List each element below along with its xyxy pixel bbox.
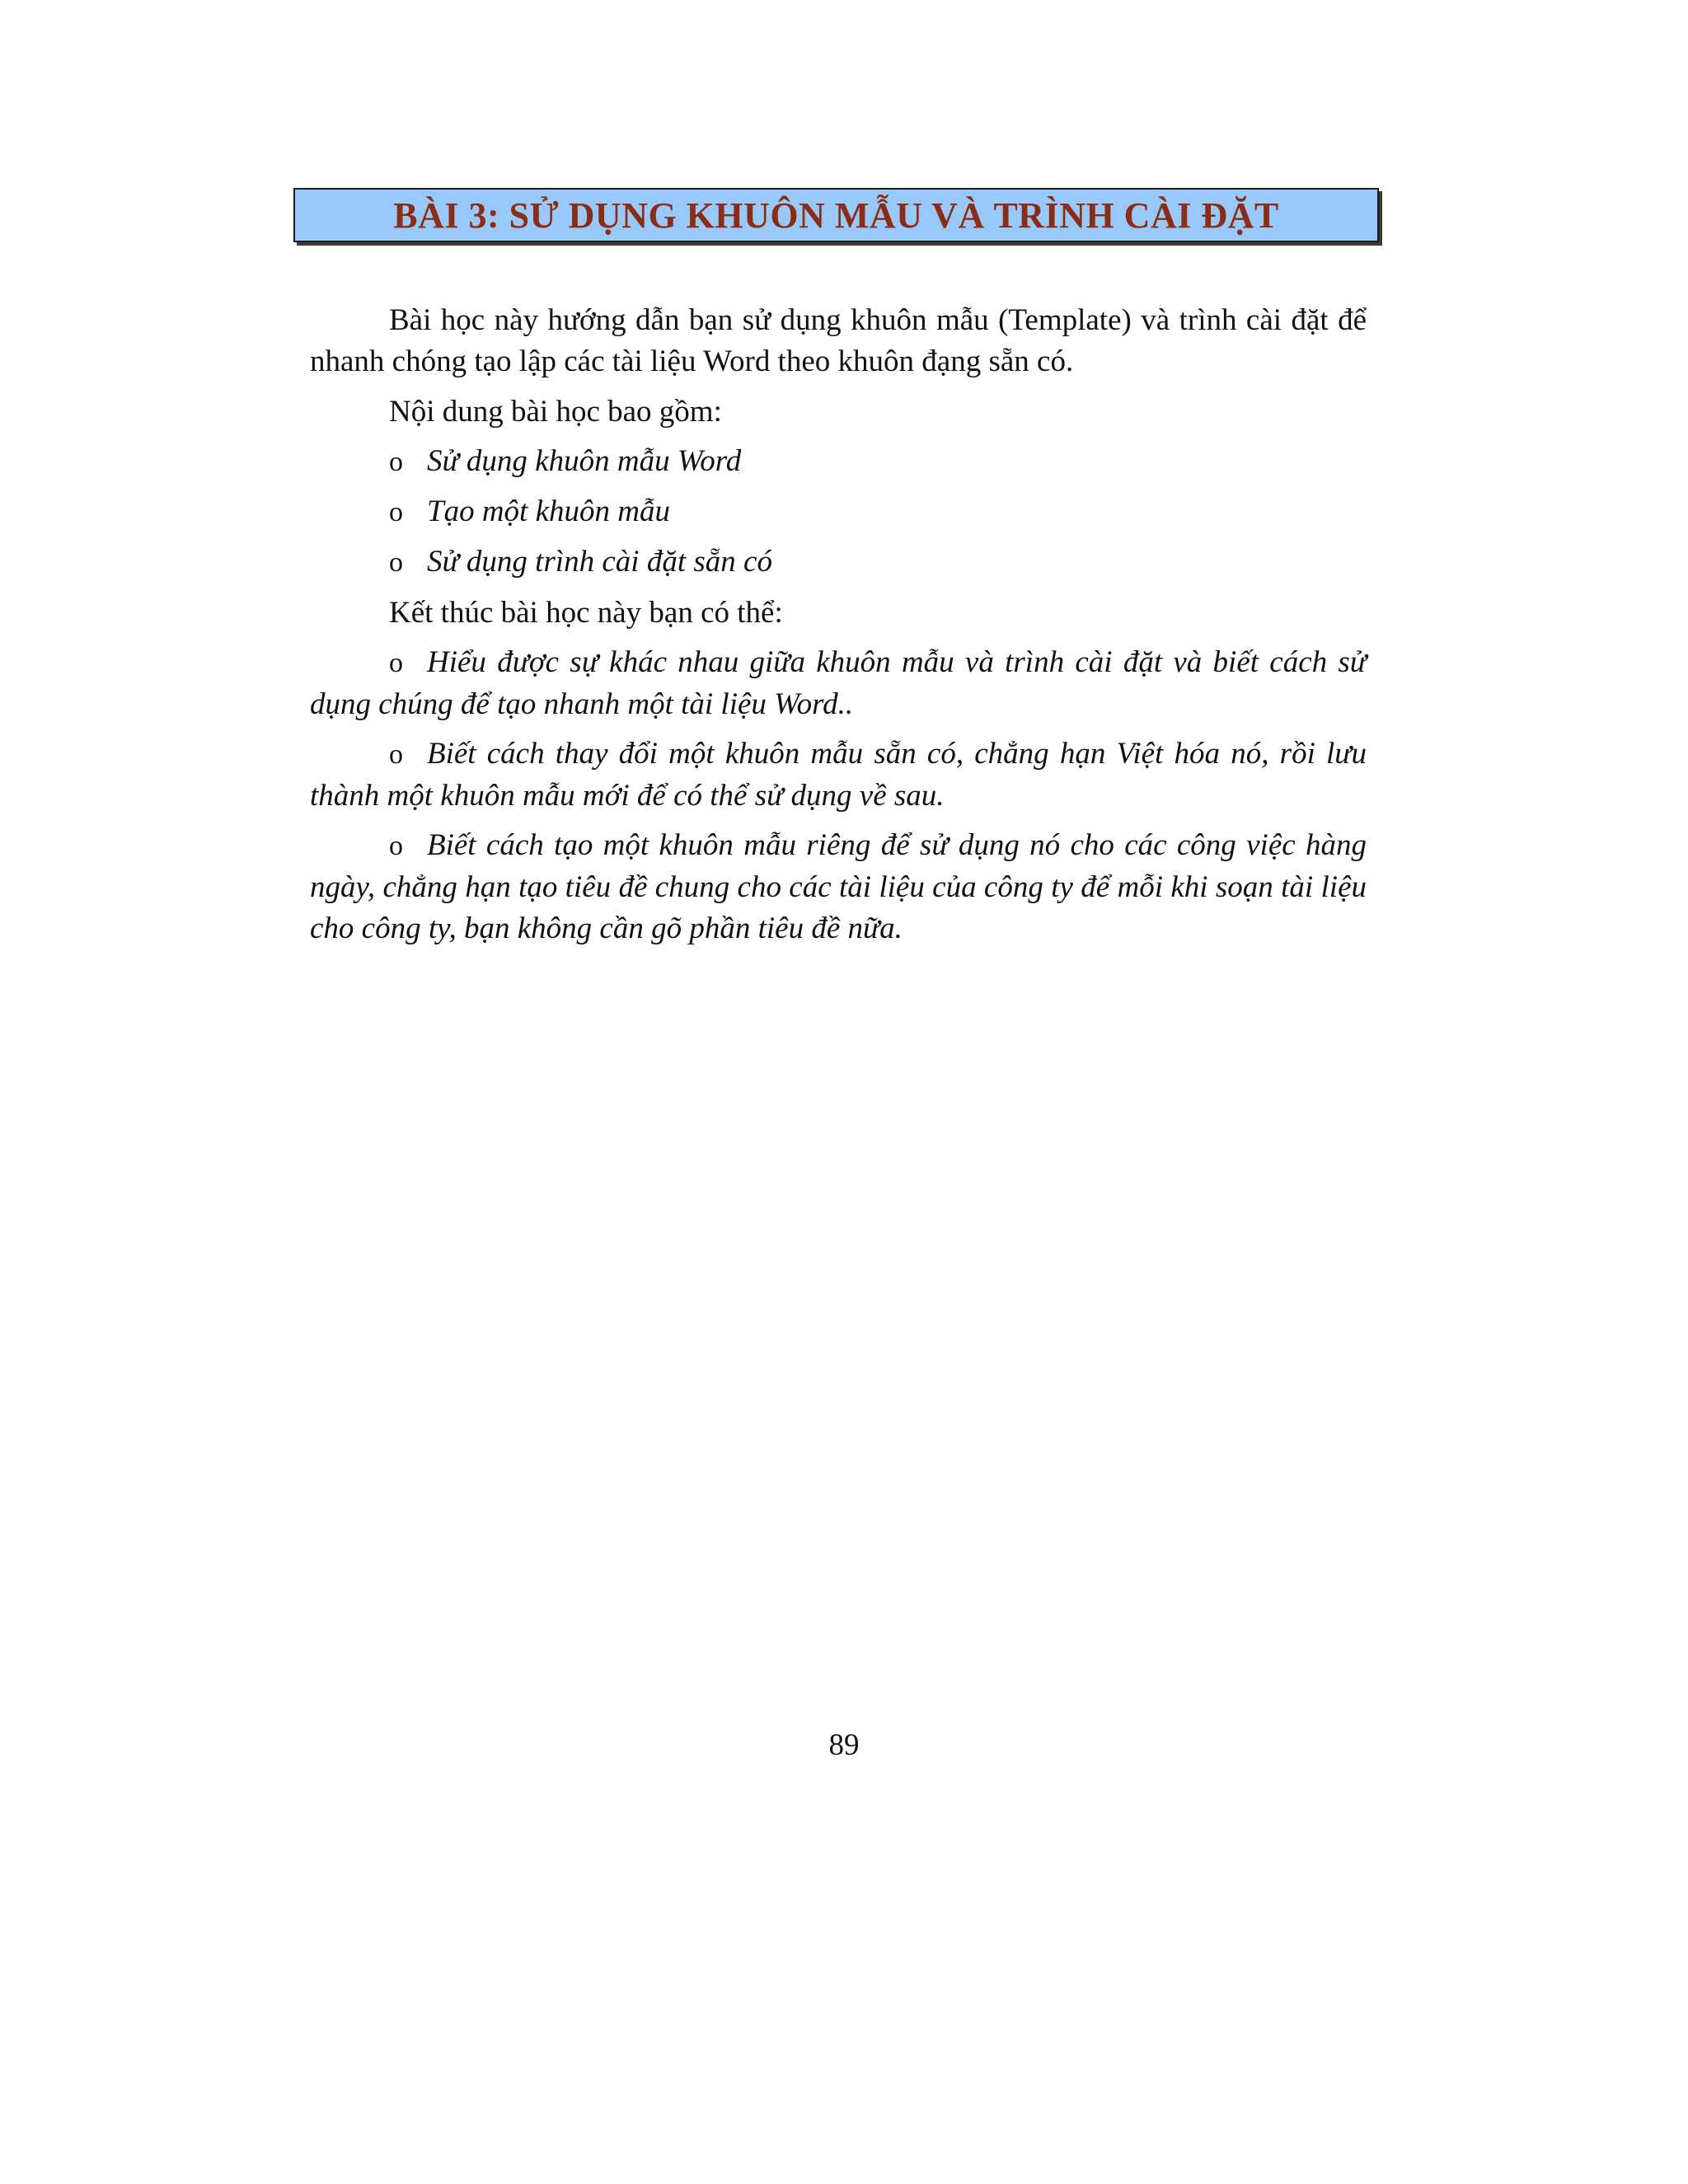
- outcomes-heading: Kết thúc bài học này bạn có thể:: [389, 596, 783, 630]
- title-banner: [293, 188, 1379, 242]
- bullet-circle-icon: o: [389, 831, 403, 861]
- bullet-circle-icon: o: [389, 497, 403, 527]
- contents-item-text: Tạo một khuôn mẫu: [427, 494, 670, 528]
- contents-item: [310, 541, 1367, 583]
- bullet-circle-icon: o: [389, 739, 403, 770]
- contents-item-text: Sử dụng trình cài đặt sẵn có: [427, 545, 772, 579]
- outcome-item: [310, 825, 1367, 949]
- outcome-item-text: Biết cách thay đổi một khuôn mẫu sẵn có, chẳng hạn Việt hóa nó, rồi lưu thành một khuôn mẫu mới để có thể sử dụng về sau.: [310, 737, 1367, 813]
- outcome-item-text: Biết cách tạo một khuôn mẫu riêng để sử dụng nó cho các công việc hàng ngày, chẳng hạn tạo tiêu đề chung cho các tài liệu của công ty để mỗi khi soạn tài liệu cho công ty, bạn không cần gõ phần tiêu đề nữa.: [310, 828, 1367, 945]
- contents-item-text: Sử dụng khuôn mẫu Word: [427, 444, 742, 478]
- outcome-item: [310, 642, 1367, 725]
- intro-paragraph: Bài học này hướng dẫn bạn sử dụng khuôn mẫu (Template) và trình cài đặt để nhanh chóng tạo lập các tài liệu Word theo khuôn đạng sẵn có.: [310, 303, 1367, 378]
- outcome-item-text: Hiểu được sự khác nhau giữa khuôn mẫu và trình cài đặt và biết cách sử dụng chúng để tạo nhanh một tài liệu Word..: [310, 645, 1367, 721]
- page-number: 89: [828, 1728, 860, 1762]
- contents-item: [310, 441, 1367, 483]
- bullet-circle-icon: o: [389, 447, 403, 477]
- page-title: BÀI 3: SỬ DỤNG KHUÔN MẪU VÀ TRÌNH CÀI ĐẶT: [393, 194, 1279, 236]
- outcome-item: [310, 733, 1367, 817]
- contents-heading: Nội dung bài học bao gồm:: [389, 395, 722, 429]
- bullet-circle-icon: o: [389, 547, 403, 578]
- lesson-body: [310, 300, 1367, 949]
- contents-item: [310, 491, 1367, 533]
- bullet-circle-icon: o: [389, 648, 403, 678]
